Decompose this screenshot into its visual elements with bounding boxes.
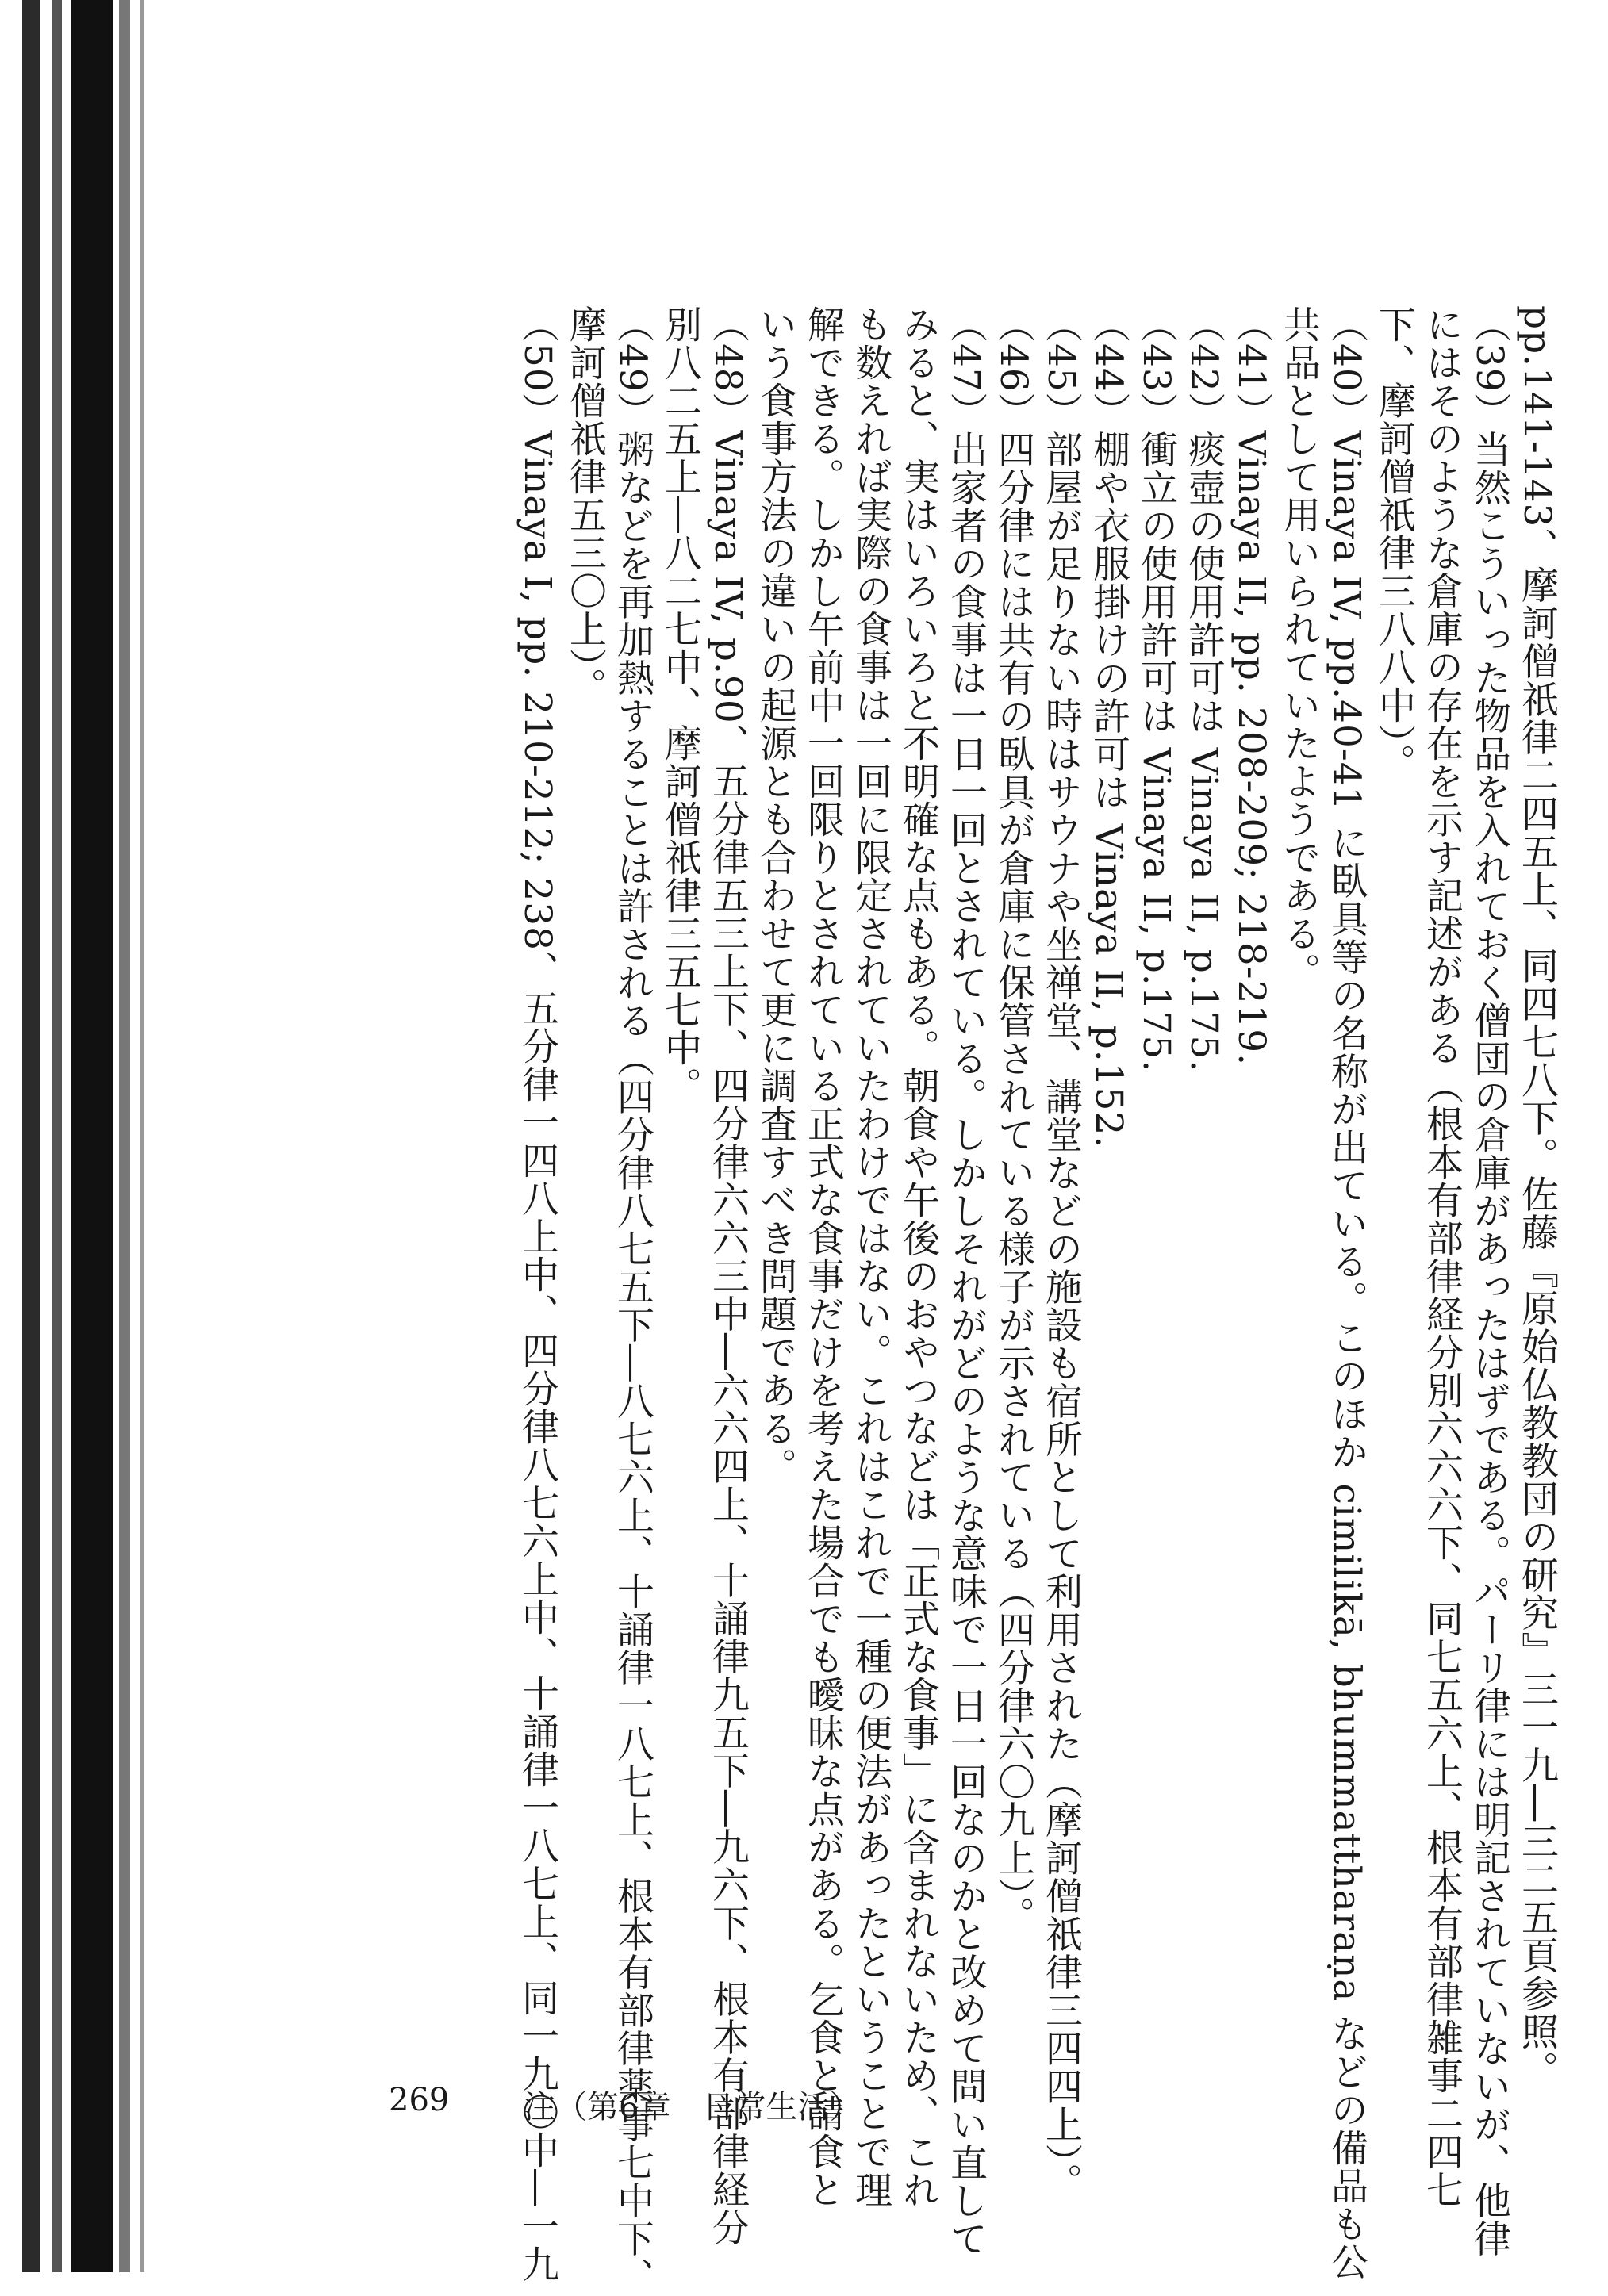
binding-shadow-bar: [119, 0, 130, 2272]
note-40-line: （40）Vinaya IV, pp.40-41 に臥具等の名称が出ている。このほか cimilikā, bhummattharaṇa などの備品も公: [1325, 305, 1368, 2282]
note-line: いう食事方法の違いの起源とも合わせて更に調査すべき問題である。: [754, 305, 797, 1485]
note-45-line: （45）部屋が足りない時はサウナや坐禅堂、講堂などの施設も宿所として利用された（摩訶僧祇律三四四上）。: [1039, 305, 1083, 2202]
note-49-line: （49）粥などを再加熱することは許される（四分律八七五下―八七六上、十誦律一八七上、根本有部律薬事七中下、: [611, 305, 654, 2296]
note-43-line: （43）衝立の使用許可は Vinaya II, p.175.: [1134, 305, 1178, 1073]
note-42-line: （42）痰壺の使用許可は Vinaya II, p.175.: [1182, 305, 1226, 1073]
binding-shadow-bar: [22, 0, 40, 2272]
note-line: 共品として用いられていたようである。: [1277, 305, 1321, 991]
binding-shadow: [0, 0, 159, 2272]
note-48-line: （48）Vinaya IV, p.90、五分律五三上下、四分律六六三中―六六四上、十誦律九五下―九六下、根本有部律経分: [706, 305, 750, 2247]
binding-shadow-bar: [52, 0, 62, 2272]
note-41-line: （41）Vinaya II, pp. 208-209; 218-219.: [1230, 305, 1273, 1067]
binding-shadow-bar: [140, 0, 144, 2272]
note-50-line: （50）Vinaya I, pp. 210-212; 238、五分律一四八上中、四分律八七六上中、十誦律一八七上、同一九〇中―一九: [516, 305, 559, 2284]
note-39-line: （39）当然こういった物品を入れておく僧団の倉庫があったはずである。パーリ律には明記されていないが、他律: [1468, 305, 1511, 2258]
note-line: も数えれば実際の食事は一回に限定されていたわけではない。これはこれで一種の便法があったということで理: [849, 305, 892, 2209]
binding-shadow-bar: [71, 0, 113, 2272]
page-footer: [389, 2082, 944, 2137]
note-line: にはそのような倉庫の存在を示す記述がある（根本有部律経分別六六六下、同七五六上、根本有部律雑事二四七: [1420, 305, 1464, 2209]
note-46-line: （46）四分律には共有の臥具が倉庫に保管されている様子が示されている（四分律六〇九上）。: [992, 305, 1035, 1935]
note-line: みると、実はいろいろと不明確な点もある。朝食や午後のおやつなどは「正式な食事」に含まれないため、これ: [896, 305, 940, 2209]
page-number: 269: [389, 2082, 450, 2118]
note-line: 摩訶僧祇律五三〇上）。: [563, 305, 607, 706]
note-line: pp.141-143、摩訶僧祇律二四五上、同四七八下。佐藤『原始仏教教団の研究』三一九―三二五頁参照。: [1515, 305, 1559, 2089]
note-line: 別八二五上―八二七中、摩訶僧祇律三五七中。: [658, 305, 702, 1105]
running-head: 注（第6章 日常生活）: [524, 2089, 862, 2125]
note-line: 下、摩訶僧祇律三八八中）。: [1372, 305, 1416, 782]
note-47-line: （47）出家者の食事は一日一回とされている。しかしそれがどのような意味で一日一回なのかと改めて問い直して: [944, 305, 988, 2258]
note-44-line: （44）棚や衣服掛けの許可は Vinaya II, p.152.: [1087, 305, 1130, 1149]
note-line: 解できる。しかし午前中一回限りとされている正式な食事だけを考えた場合でも曖昧な点がある。乞食と請食と: [801, 305, 845, 2209]
